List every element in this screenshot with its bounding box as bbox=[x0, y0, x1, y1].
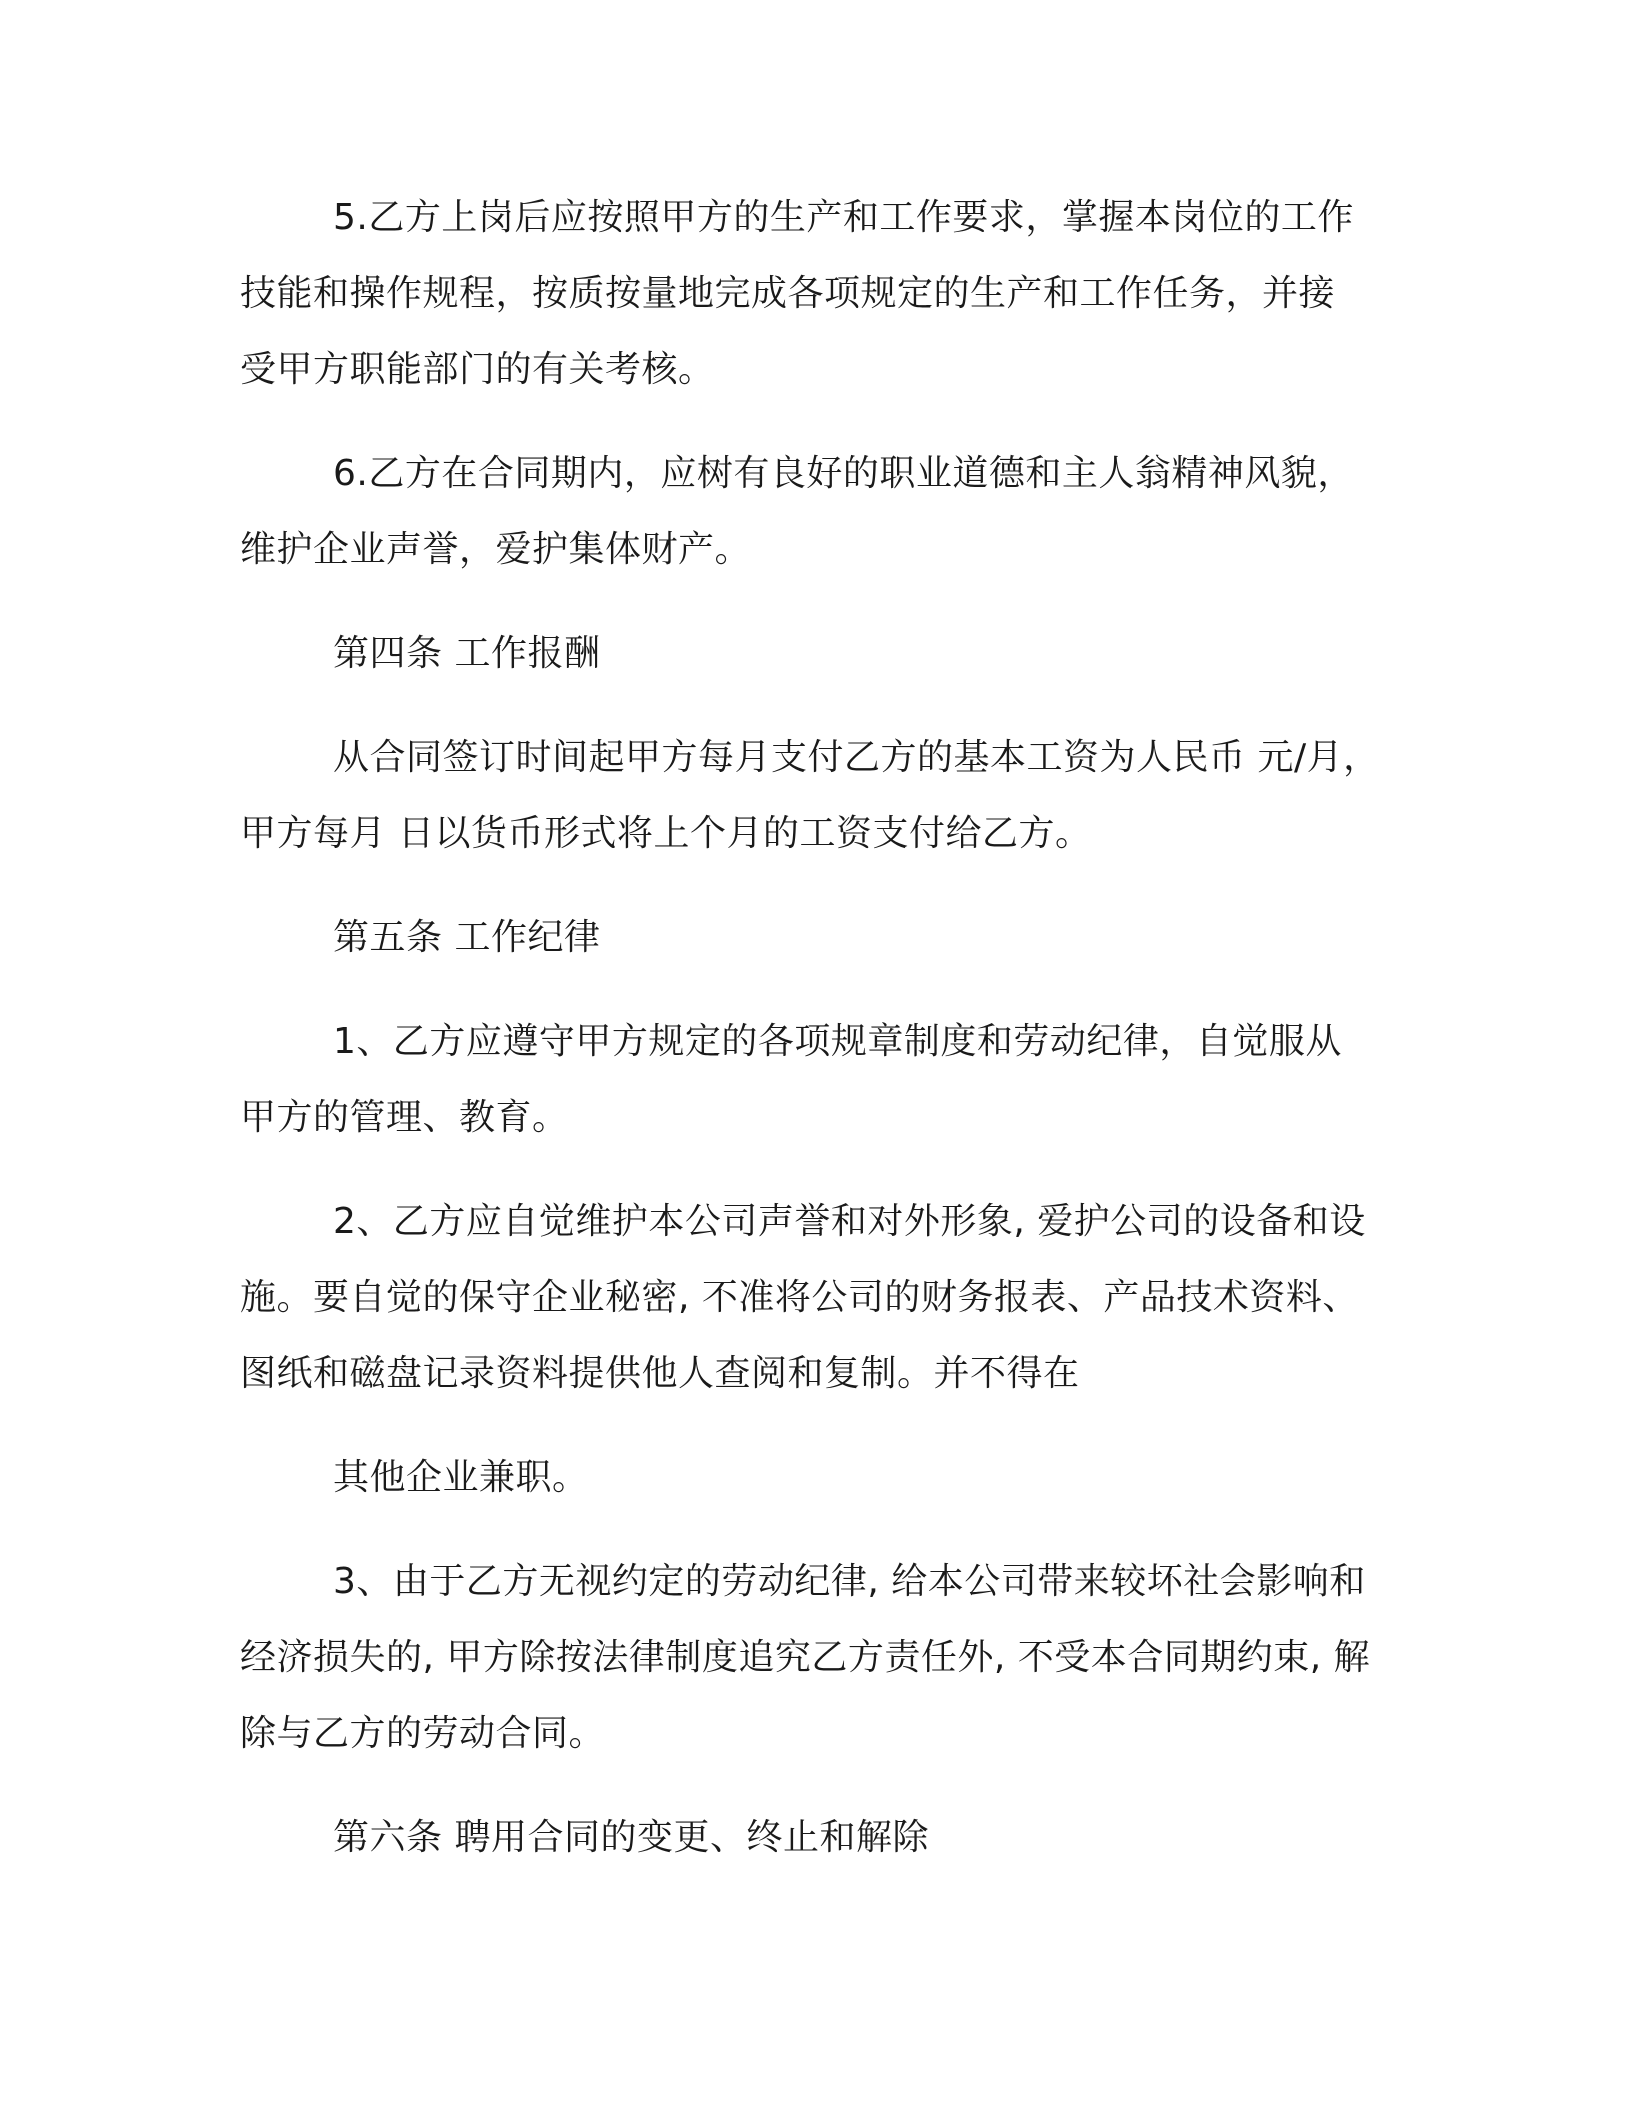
section-heading: 第六条 聘用合同的变更、终止和解除 bbox=[333, 1817, 929, 1858]
text-line: 6.乙方在合同期内，应树有良好的职业道德和主人翁精神风貌， bbox=[333, 453, 1354, 494]
text-line: 维护企业声誉，爱护集体财产。 bbox=[240, 529, 752, 570]
text-line: 3、由于乙方无视约定的劳动纪律, 给本公司带来较坏社会影响和 bbox=[333, 1561, 1366, 1602]
text-line: 技能和操作规程，按质按量地完成各项规定的生产和工作任务，并接 bbox=[240, 273, 1336, 314]
text-line: 受甲方职能部门的有关考核。 bbox=[240, 349, 715, 390]
text-line: 甲方每月 日以货币形式将上个月的工资支付给乙方。 bbox=[240, 813, 1092, 854]
text-line: 1、乙方应遵守甲方规定的各项规章制度和劳动纪律，自觉服从 bbox=[333, 1021, 1342, 1062]
text-line: 从合同签订时间起甲方每月支付乙方的基本工资为人民币 元/月， bbox=[333, 737, 1380, 778]
text-line: 施。要自觉的保守企业秘密, 不准将公司的财务报表、产品技术资料、 bbox=[240, 1277, 1359, 1318]
text-line: 经济损失的, 甲方除按法律制度追究乙方责任外, 不受本合同期约束, 解 bbox=[240, 1637, 1371, 1678]
section-heading: 第五条 工作纪律 bbox=[333, 917, 601, 958]
section-heading: 第四条 工作报酬 bbox=[333, 633, 601, 674]
text-line: 图纸和磁盘记录资料提供他人查阅和复制。并不得在 bbox=[240, 1353, 1080, 1394]
text-line: 除与乙方的劳动合同。 bbox=[240, 1713, 606, 1754]
text-line: 其他企业兼职。 bbox=[333, 1457, 589, 1498]
text-line: 2、乙方应自觉维护本公司声誉和对外形象, 爱护公司的设备和设 bbox=[333, 1201, 1366, 1242]
text-line: 甲方的管理、教育。 bbox=[240, 1097, 569, 1138]
text-line: 5.乙方上岗后应按照甲方的生产和工作要求，掌握本岗位的工作 bbox=[333, 197, 1354, 238]
